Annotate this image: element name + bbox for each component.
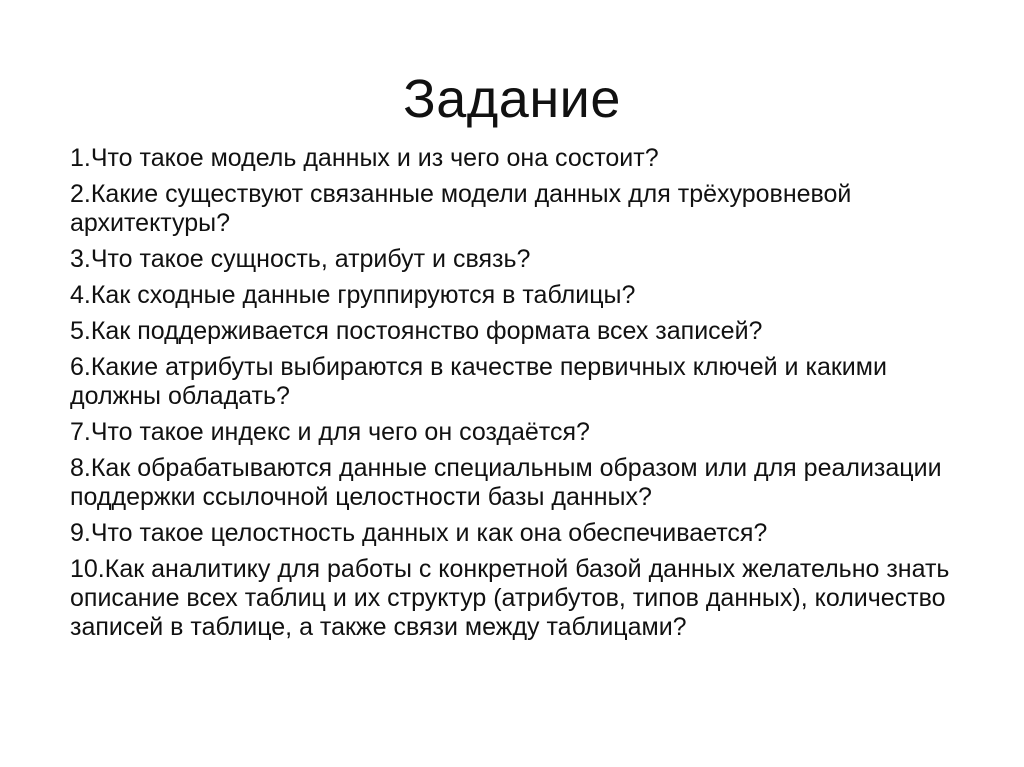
question-item: 2.Какие существуют связанные модели данных для трёхуровневой архитектуры?	[70, 180, 852, 237]
question-item: 6.Какие атрибуты выбираются в качестве первичных ключей и какими должны обладать?	[70, 353, 887, 410]
question-item: 1.Что такое модель данных и из чего она состоит?	[70, 144, 659, 172]
question-item: 9.Что такое целостность данных и как она обеспечивается?	[70, 519, 768, 547]
question-item: 3.Что такое сущность, атрибут и связь?	[70, 245, 531, 273]
question-item: 4.Как сходные данные группируются в таблицы?	[70, 281, 636, 309]
question-item: 10.Как аналитику для работы с конкретной базой данных желательно знать описание всех таблиц и их структур (атрибутов, типов данных), количество записей в таблице, а также связи между таблицами?	[70, 555, 950, 641]
question-item: 7.Что такое индекс и для чего он создаётся?	[70, 418, 590, 446]
question-item: 8.Как обрабатываются данные специальным образом или для реализации поддержки ссылочной целостности базы данных?	[70, 454, 942, 511]
question-item: 5.Как поддерживается постоянство формата всех записей?	[70, 317, 763, 345]
slide-title: Задание	[403, 69, 621, 129]
question-list	[70, 144, 970, 649]
